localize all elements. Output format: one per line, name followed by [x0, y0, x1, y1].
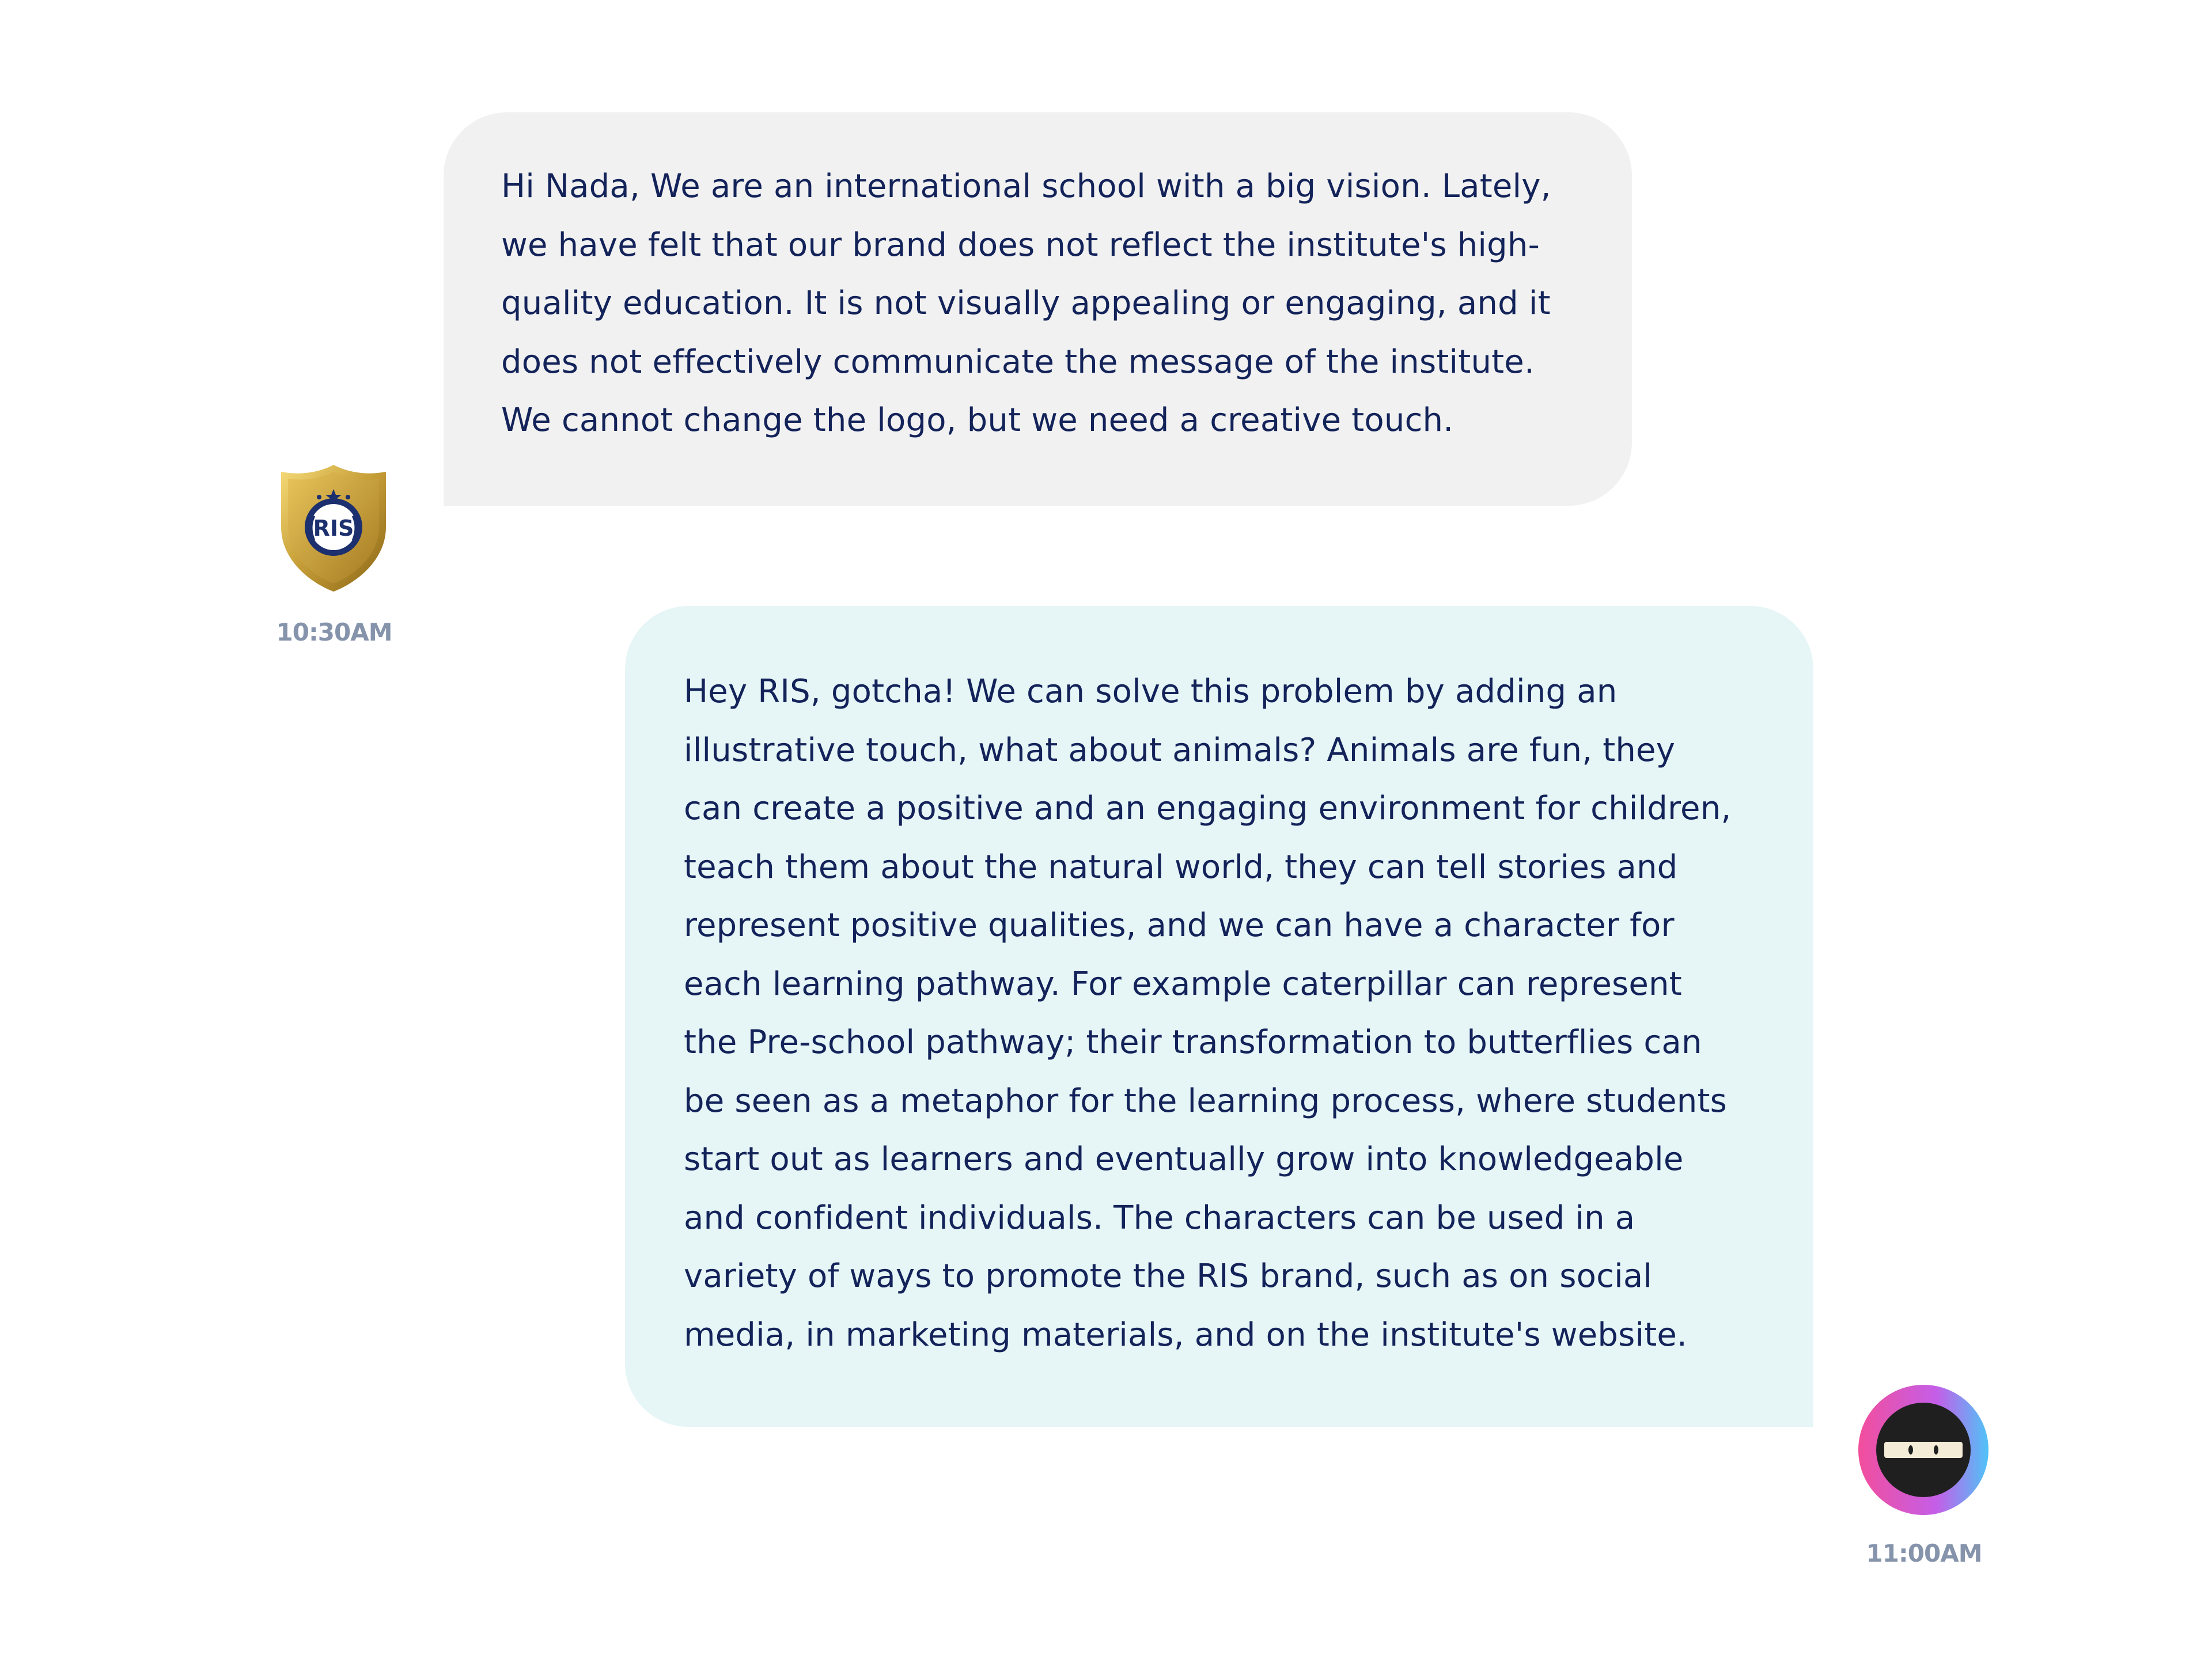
message-line: variety of ways to promote the RIS brand, such as on social	[684, 1257, 1653, 1295]
message-line: Hi Nada, We are an international school with a big vision. Lately,	[501, 168, 1551, 205]
school-logo-text: RIS	[313, 516, 354, 541]
message-line: we have felt that our brand does not reflect the institute's high-	[501, 226, 1540, 264]
message-line: start out as learners and eventually grow into knowledgeable	[684, 1141, 1684, 1178]
ris-school-shield-logo-icon	[278, 463, 389, 594]
message-line: does not effectively communicate the message of the institute.	[501, 343, 1535, 381]
message-line: be seen as a metaphor for the learning process, where students	[684, 1082, 1727, 1120]
message-line: media, in marketing materials, and on the institute's website.	[684, 1316, 1688, 1354]
message-line: each learning pathway. For example caterpillar can represent	[684, 965, 1682, 1003]
message-timestamp: 10:30AM	[276, 618, 392, 646]
message-line: represent positive qualities, and we can have a character for	[684, 907, 1675, 944]
message-line: We cannot change the logo, but we need a creative touch.	[501, 402, 1454, 439]
message-line: and confident individuals. The characters can be used in a	[684, 1199, 1635, 1237]
message-line: the Pre-school pathway; their transformation to butterflies can	[684, 1024, 1702, 1061]
message-bubble-outgoing	[625, 606, 1813, 1427]
message-line: teach them about the natural world, they can tell stories and	[684, 848, 1678, 886]
message-line: Hey RIS, gotcha! We can solve this problem by adding an	[684, 673, 1618, 710]
message-line: can create a positive and an engaging environment for children,	[684, 790, 1732, 827]
message-line: illustrative touch, what about animals? Animals are fun, they	[684, 731, 1676, 769]
ninja-avatar-icon	[1858, 1384, 1989, 1516]
message-timestamp: 11:00AM	[1866, 1539, 1982, 1567]
message-line: quality education. It is not visually appealing or engaging, and it	[501, 285, 1551, 322]
message-bubble-incoming	[444, 112, 1632, 506]
